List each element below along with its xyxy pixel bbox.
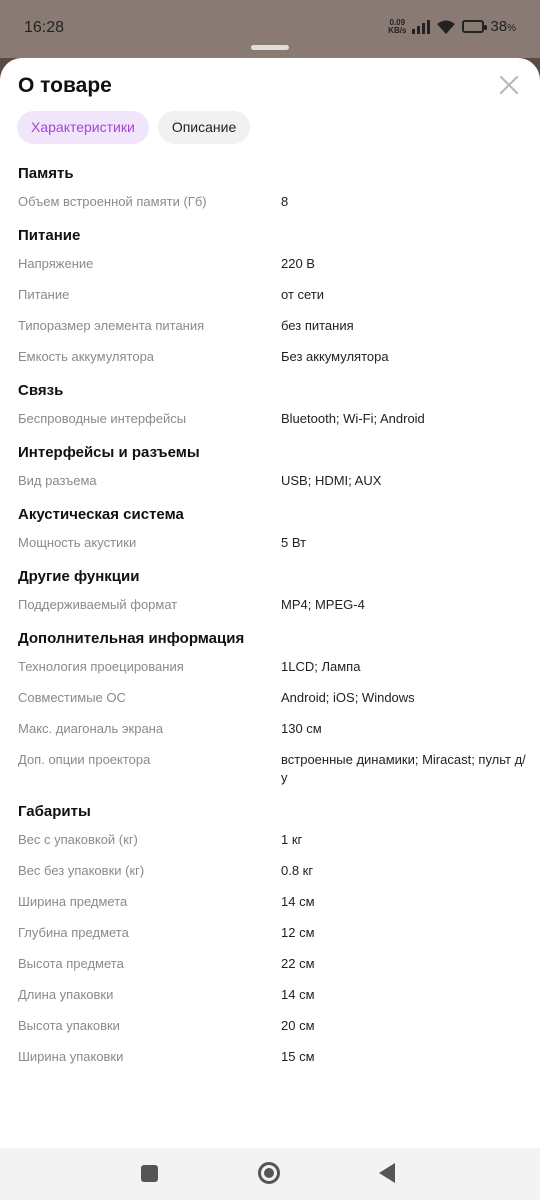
characteristics-list [18,162,528,1079]
spec-row [18,596,528,614]
spec-label: Ширина упаковки [18,1049,124,1064]
section-title: Память [18,165,74,182]
spec-label: Типоразмер элемента питания [18,318,205,333]
square-icon[interactable] [141,1165,158,1182]
spec-row [18,193,528,211]
spec-label: Вес без упаковки (кг) [18,863,145,878]
spec-value: 20 см [281,1018,315,1033]
spec-row [18,1017,528,1035]
spec-label: Доп. опции проектора [18,752,151,767]
spec-label: Беспроводные интерфейсы [18,411,187,426]
spec-label: Вид разъема [18,473,97,488]
spec-label: Высота упаковки [18,1018,120,1033]
spec-row [18,658,528,676]
spec-value: 14 см [281,987,315,1002]
spec-row [18,286,528,304]
status-icons [388,18,516,35]
spec-row [18,862,528,880]
spec-label: Высота предмета [18,956,124,971]
spec-row [18,986,528,1004]
spec-label: Емкость аккумулятора [18,349,155,364]
spec-row [18,924,528,942]
spec-value: 0.8 кг [281,863,314,878]
spec-label: Питание [18,287,70,302]
spec-section [18,627,528,787]
spec-label: Совместимые ОС [18,690,126,705]
spec-value: от сети [281,287,325,302]
spec-row [18,689,528,707]
battery-icon [462,20,484,33]
status-time: 16:28 [24,19,65,36]
close-icon[interactable] [498,74,520,96]
spec-row [18,410,528,428]
spec-row [18,720,528,738]
spec-label: Длина упаковки [18,987,114,1002]
spec-label: Объем встроенной памяти (Гб) [18,194,207,209]
spec-label: Вес с упаковкой (кг) [18,832,138,847]
spec-value: без питания [281,318,354,333]
product-info-sheet [0,58,540,1148]
spec-row [18,893,528,911]
spec-value: 8 [281,194,289,209]
spec-value: 12 см [281,925,315,940]
spec-value: 1 кг [281,832,303,847]
spec-row [18,472,528,490]
tab-characteristics[interactable]: Характеристики [17,111,149,144]
spec-section [18,441,528,490]
sheet-title: О товаре [18,74,112,97]
back-triangle-icon[interactable] [379,1163,395,1183]
spec-value: USB; HDMI; AUX [281,473,382,488]
home-circle-icon[interactable] [258,1162,280,1184]
spec-label: Глубина предмета [18,925,129,940]
spec-row [18,348,528,366]
spec-row [18,1048,528,1066]
section-title: Питание [18,227,81,244]
signal-icon [412,20,430,34]
sheet-grabber[interactable] [251,45,289,50]
spec-row [18,831,528,849]
net-speed [388,19,406,35]
spec-label: Макс. диагональ экрана [18,721,164,736]
spec-section [18,503,528,552]
section-title: Дополнительная информация [18,630,245,647]
section-title: Интерфейсы и разъемы [18,444,200,461]
spec-row [18,255,528,273]
spec-label: Напряжение [18,256,94,271]
spec-label: Поддерживаемый формат [18,597,178,612]
spec-value: Bluetooth; Wi-Fi; Android [281,411,425,426]
spec-value: MP4; MPEG-4 [281,597,365,612]
spec-value: Android; iOS; Windows [281,690,415,705]
spec-section [18,800,528,1066]
spec-row [18,751,528,787]
tabs [17,111,250,144]
spec-value: 1LCD; Лампа [281,659,361,674]
spec-value: 220 В [281,256,315,271]
spec-label: Мощность акустики [18,535,137,550]
net-speed-value: 0.09 [389,17,406,27]
section-title: Связь [18,382,64,399]
spec-value: 15 см [281,1049,315,1064]
spec-section [18,162,528,211]
spec-section [18,224,528,366]
battery-level: 38% [490,18,516,35]
spec-row [18,955,528,973]
spec-value: Без аккумулятора [281,349,389,364]
spec-value: встроенные динамики; Miracast; пульт д/у [281,752,526,785]
section-title: Другие функции [18,568,140,585]
section-title: Акустическая система [18,506,184,523]
tab-description[interactable]: Описание [158,111,250,144]
spec-label: Технология проецирования [18,659,184,674]
spec-value: 22 см [281,956,315,971]
spec-section [18,379,528,428]
net-speed-unit: KB/s [388,25,407,35]
spec-section [18,565,528,614]
spec-value: 130 см [281,721,322,736]
spec-row [18,534,528,552]
spec-value: 14 см [281,894,315,909]
spec-row [18,317,528,335]
system-nav-bar [0,1148,540,1200]
spec-label: Ширина предмета [18,894,128,909]
wifi-icon [436,19,456,35]
spec-value: 5 Вт [281,535,307,550]
section-title: Габариты [18,803,91,820]
